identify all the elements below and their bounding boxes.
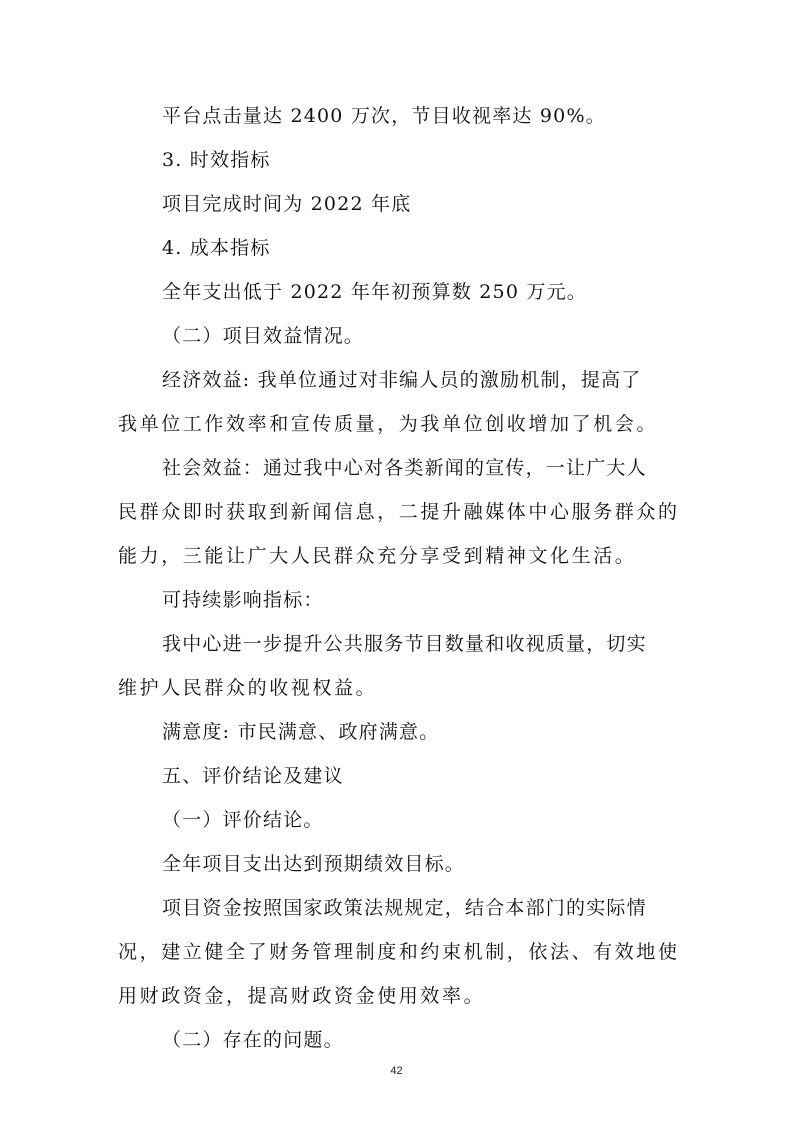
heading-sustainable-impact: 可持续影响指标： [162,589,324,611]
text-line-economic-benefit-1: 经济效益: 我单位通过对非编人员的激励机制，提高了 [162,369,642,391]
heading-cost-indicator: 4. 成本指标 [162,237,271,259]
text-line-sustainable-1: 我中心进一步提升公共服务节目数量和收视质量，切实 [162,633,647,655]
heading-project-benefits: （二）项目效益情况。 [162,325,365,347]
text-line-satisfaction: 满意度: 市民满意、政府满意。 [162,721,440,743]
heading-evaluation-conclusion-suggestions: 五、评价结论及建议 [162,765,344,787]
text-line-annual-expenditure: 全年支出低于 2022 年年初预算数 250 万元。 [162,281,587,303]
heading-timeliness-indicator: 3. 时效指标 [162,149,271,171]
text-line-economic-benefit-2: 我单位工作效率和宣传质量，为我单位创收增加了机会。 [118,413,659,435]
text-line-social-benefit-1: 社会效益：通过我中心对各类新闻的宣传，一让广大人 [162,457,647,479]
page-number: 42 [390,1065,403,1077]
heading-existing-problems: （二）存在的问题。 [162,1029,344,1051]
heading-evaluation-conclusion: （一）评价结论。 [162,809,324,831]
text-line-platform-clicks: 平台点击量达 2400 万次，节目收视率达 90%。 [162,105,606,127]
text-line-sustainable-2: 维护人民群众的收视权益。 [118,677,378,699]
text-line-goal-achieved: 全年项目支出达到预期绩效目标。 [162,853,466,875]
text-line-funding-3: 用财政资金，提高财政资金使用效率。 [118,985,486,1007]
text-line-social-benefit-2: 民群众即时获取到新闻信息，二提升融媒体中心服务群众的 [118,501,680,523]
text-line-completion-time: 项目完成时间为 2022 年底 [162,193,412,215]
text-line-social-benefit-3: 能力，三能让广大人民群众充分享受到精神文化生活。 [118,545,637,567]
text-line-funding-2: 况，建立健全了财务管理制度和约束机制，依法、有效地使 [118,941,680,963]
text-line-funding-1: 项目资金按照国家政策法规规定，结合本部门的实际情 [162,897,647,919]
